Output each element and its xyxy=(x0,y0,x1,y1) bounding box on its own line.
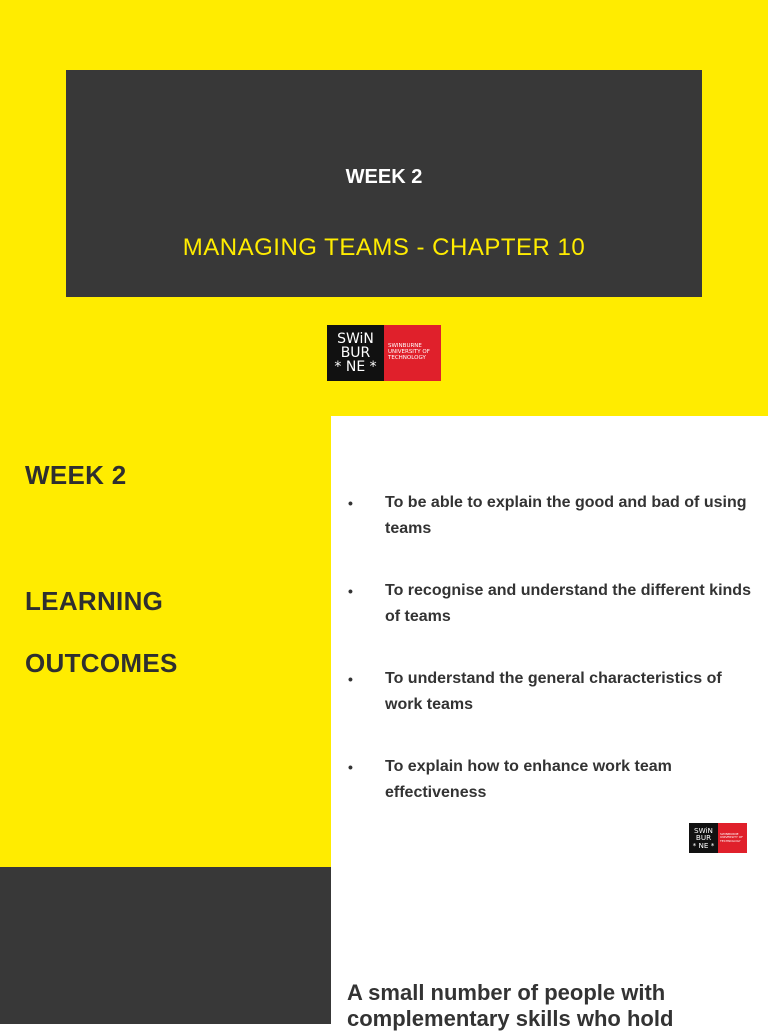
team-definition: A small number of people with complementary skills who hold xyxy=(347,980,674,1031)
logo-red-line-3: TECHNOLOGY xyxy=(388,354,426,361)
list-item xyxy=(348,578,760,630)
bullet: • xyxy=(348,495,353,511)
title-heading: MANAGING TEAMS - CHAPTER 10 xyxy=(182,234,586,261)
logo-line-3: * NE * xyxy=(692,840,715,850)
logo-red-line-2: UNIVERSITY OF xyxy=(720,835,743,840)
title-slide xyxy=(0,0,768,416)
outcomes-list xyxy=(348,490,760,842)
outcome-text: To understand the general characteristics of work teams xyxy=(385,670,722,713)
outcomes-heading-line-1: LEARNING xyxy=(25,586,164,616)
logo-line-2: BUR xyxy=(340,345,371,361)
bullet: • xyxy=(348,583,353,599)
bullet: • xyxy=(348,759,353,775)
outcomes-heading-line-2: OUTCOMES xyxy=(25,648,178,678)
definition-left-panel xyxy=(0,867,331,1024)
outcomes-week: WEEK 2 xyxy=(25,460,127,490)
logo-line-3: * NE * xyxy=(334,359,377,375)
outcomes-left-panel xyxy=(0,416,331,867)
logo-wordmark xyxy=(689,823,718,853)
logo-red-panel xyxy=(718,823,747,853)
list-item xyxy=(348,666,760,718)
swinburne-logo-small xyxy=(689,823,747,853)
outcome-text: To be able to explain the good and bad of using teams xyxy=(385,494,747,537)
logo-red-line-1: SWINBURNE xyxy=(720,832,739,837)
logo-red-panel xyxy=(384,325,441,381)
logo-wordmark xyxy=(327,325,384,381)
outcome-text: To recognise and understand the different kinds of teams xyxy=(385,582,751,625)
logo-red-line-2: UNIVERSITY OF xyxy=(388,349,430,356)
title-box xyxy=(66,70,702,297)
logo-line-1: SWiN xyxy=(694,826,713,836)
outcome-text: To explain how to enhance work team effectiveness xyxy=(385,758,672,801)
bullet: • xyxy=(348,671,353,687)
logo-line-2: BUR xyxy=(695,833,712,843)
list-item xyxy=(348,490,760,542)
list-item xyxy=(348,754,760,806)
title-week: WEEK 2 xyxy=(345,166,423,188)
logo-red-line-3: TECHNOLOGY xyxy=(720,838,741,843)
logo-red-line-1: SWINBURNE xyxy=(388,343,422,350)
swinburne-logo xyxy=(327,325,441,381)
logo-line-1: SWiN xyxy=(337,331,374,347)
